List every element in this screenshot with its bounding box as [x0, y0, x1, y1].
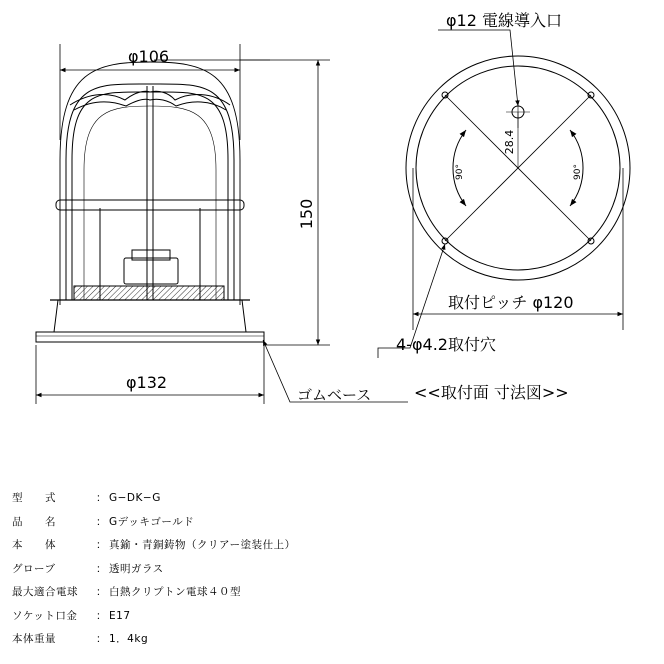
dim-height: 150	[297, 198, 316, 230]
dim-mount-pitch: 取付ピッチ φ120	[448, 293, 574, 312]
side-view	[36, 62, 264, 342]
dim-angle-left: 90°	[455, 164, 465, 180]
dim-base-diameter: φ132	[126, 373, 168, 392]
spec-label: グローブ	[12, 562, 56, 575]
rubber-base	[36, 332, 264, 342]
base-housing	[54, 300, 246, 332]
label-rubber-base: ゴムベース	[297, 386, 372, 404]
spec-value: ： Gデッキゴールド	[96, 514, 194, 529]
spec-value: ： 透明ガラス	[96, 561, 164, 576]
spec-row	[12, 608, 532, 632]
spec-value: ： 1．4kg	[96, 631, 148, 646]
spec-label: ソケット口金	[12, 609, 78, 622]
spec-label: 本 体	[12, 539, 56, 551]
spec-value: ： E17	[96, 608, 131, 623]
spec-table	[12, 490, 532, 655]
dim-wire-inlet: φ12 電線導入口	[446, 11, 563, 30]
dim-mount-holes: 4-φ4.2取付穴	[396, 335, 496, 354]
spec-row	[12, 584, 532, 608]
guard-crown-2	[74, 99, 226, 110]
spec-value: ： 白熱クリプトン電球４０型	[96, 584, 241, 599]
side-dims	[36, 44, 408, 404]
spec-row	[12, 631, 532, 655]
spec-row	[12, 561, 532, 585]
globe-inner	[84, 106, 216, 300]
spec-value: ： 真鍮・青銅鋳物（クリアー塗装仕上）	[96, 537, 296, 552]
globe-outline	[60, 62, 240, 305]
mount-view-title: <<取付面 寸法図>>	[414, 383, 569, 402]
mount-face-view	[406, 56, 630, 280]
spec-row	[12, 537, 532, 561]
spec-row	[12, 490, 532, 514]
dim-top-diameter: φ106	[128, 47, 170, 66]
guard-wire-outer-2	[72, 92, 228, 300]
guard-wire-outer	[66, 84, 234, 300]
dim-offset: 28.4	[503, 129, 516, 155]
spec-label: 最大適合電球	[12, 586, 78, 598]
base-hatched	[74, 286, 224, 300]
dim-angle-right: 90°	[573, 164, 583, 180]
spec-label: 型 式	[12, 492, 56, 504]
spec-label: 本体重量	[12, 633, 56, 645]
spec-label: 品 名	[12, 515, 56, 528]
spec-row	[12, 514, 532, 538]
spec-value: ： G−DK−G	[96, 490, 161, 505]
socket-top	[124, 258, 178, 284]
